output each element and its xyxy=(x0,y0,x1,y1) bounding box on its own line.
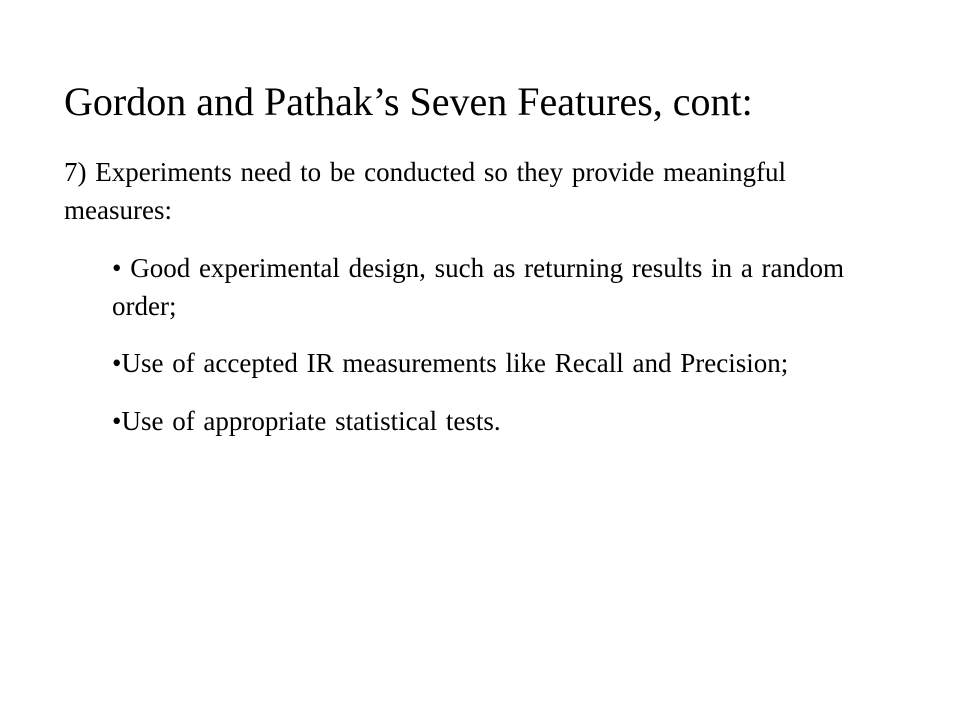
slide-title: Gordon and Pathak’s Seven Features, cont: xyxy=(64,79,753,124)
bullet-statistical-tests: •Use of appropriate statistical tests. xyxy=(112,406,501,436)
bullet-experimental-design: • Good experimental design, such as returning results in a random order; xyxy=(112,253,845,321)
bullet-ir-measurements: •Use of accepted IR measurements like Recall and Precision; xyxy=(112,348,789,378)
feature-point-seven: 7) Experiments need to be conducted so they provide meaningful measures: xyxy=(64,157,787,225)
bullet-list xyxy=(112,249,872,460)
